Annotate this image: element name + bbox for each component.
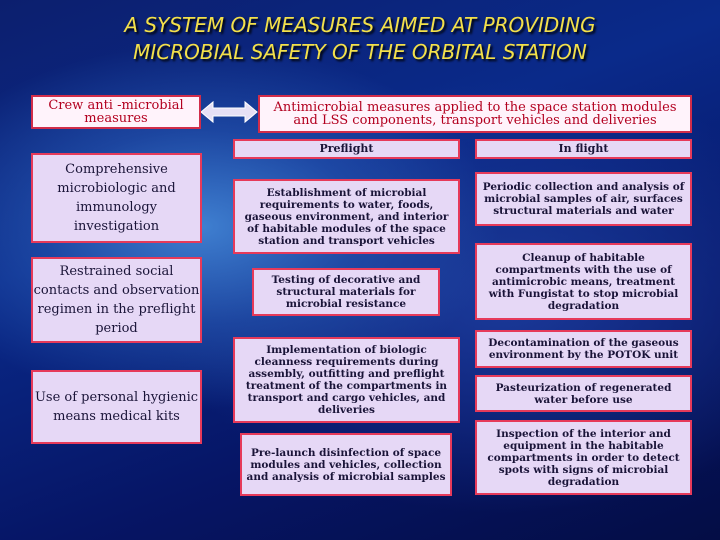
- preflight-measure-1-text: Establishment of microbial requirements to water, foods, gaseous environment, and interior of habitable modules of the space station and transport vehicles: [244, 186, 449, 247]
- inflight-measure-3-text: Decontamination of the gaseous environment by the POTOK unit: [488, 337, 679, 361]
- inflight-label: [475, 139, 692, 159]
- crew-measure-1-text: Comprehensive microbiologic and immunology investigation: [57, 162, 176, 234]
- inflight-measure-1-text: Periodic collection and analysis of microbial samples of air, surfaces structural materials and water: [482, 181, 685, 217]
- inflight-measure-1: [475, 172, 692, 226]
- crew-measure-1: [31, 153, 202, 243]
- preflight-measure-3: [233, 337, 460, 423]
- crew-measure-2-text: Restrained social contacts and observation regimen in the preflight period: [33, 264, 200, 336]
- crew-measures-header-text: Crew anti -microbial measures: [48, 98, 184, 126]
- preflight-measure-2: [252, 268, 440, 316]
- preflight-measure-1: [233, 179, 460, 254]
- preflight-measure-2-text: Testing of decorative and structural materials for microbial resistance: [271, 274, 421, 310]
- crew-measure-3-text: Use of personal hygienic means medical kits: [34, 390, 199, 424]
- preflight-measure-4-text: Pre-launch disinfection of space modules and vehicles, collection and analysis of microbial samples: [246, 446, 446, 483]
- double-arrow-icon: [199, 100, 259, 124]
- crew-measures-header: [31, 95, 201, 129]
- inflight-measure-2-text: Cleanup of habitable compartments with the use of antimicrobic means, treatment with Fungistat to stop microbial degradation: [488, 251, 679, 312]
- preflight-label: [233, 139, 460, 159]
- inflight-label-text: In flight: [558, 142, 609, 155]
- inflight-measure-4: [475, 375, 692, 412]
- preflight-measure-4: [240, 433, 452, 496]
- page-title-line-1: A SYSTEM OF MEASURES AIMED AT PROVIDING: [124, 13, 596, 37]
- inflight-measure-3: [475, 330, 692, 368]
- page-title-line-2: MICROBIAL SAFETY OF THE ORBITAL STATION: [133, 40, 587, 64]
- crew-measure-3: [31, 370, 202, 444]
- inflight-measure-5: [475, 420, 692, 495]
- preflight-measure-3-text: Implementation of biologic cleanness requirements during assembly, outfitting and preflight treatment of the compartments in transport and cargo vehicles, and deliveries: [245, 344, 448, 416]
- antimicrobial-measures-header-text: Antimicrobial measures applied to the space station modules and LSS components, transport vehicles and deliveries: [273, 100, 677, 128]
- crew-measure-2: [31, 257, 202, 343]
- antimicrobial-measures-header: [258, 95, 692, 133]
- inflight-measure-4-text: Pasteurization of regenerated water before use: [495, 381, 672, 406]
- inflight-measure-2: [475, 243, 692, 320]
- preflight-label-text: Preflight: [319, 142, 374, 155]
- inflight-measure-5-text: Inspection of the interior and equipment in the habitable compartments in order to detect spots with signs of microbial degradation: [487, 427, 680, 488]
